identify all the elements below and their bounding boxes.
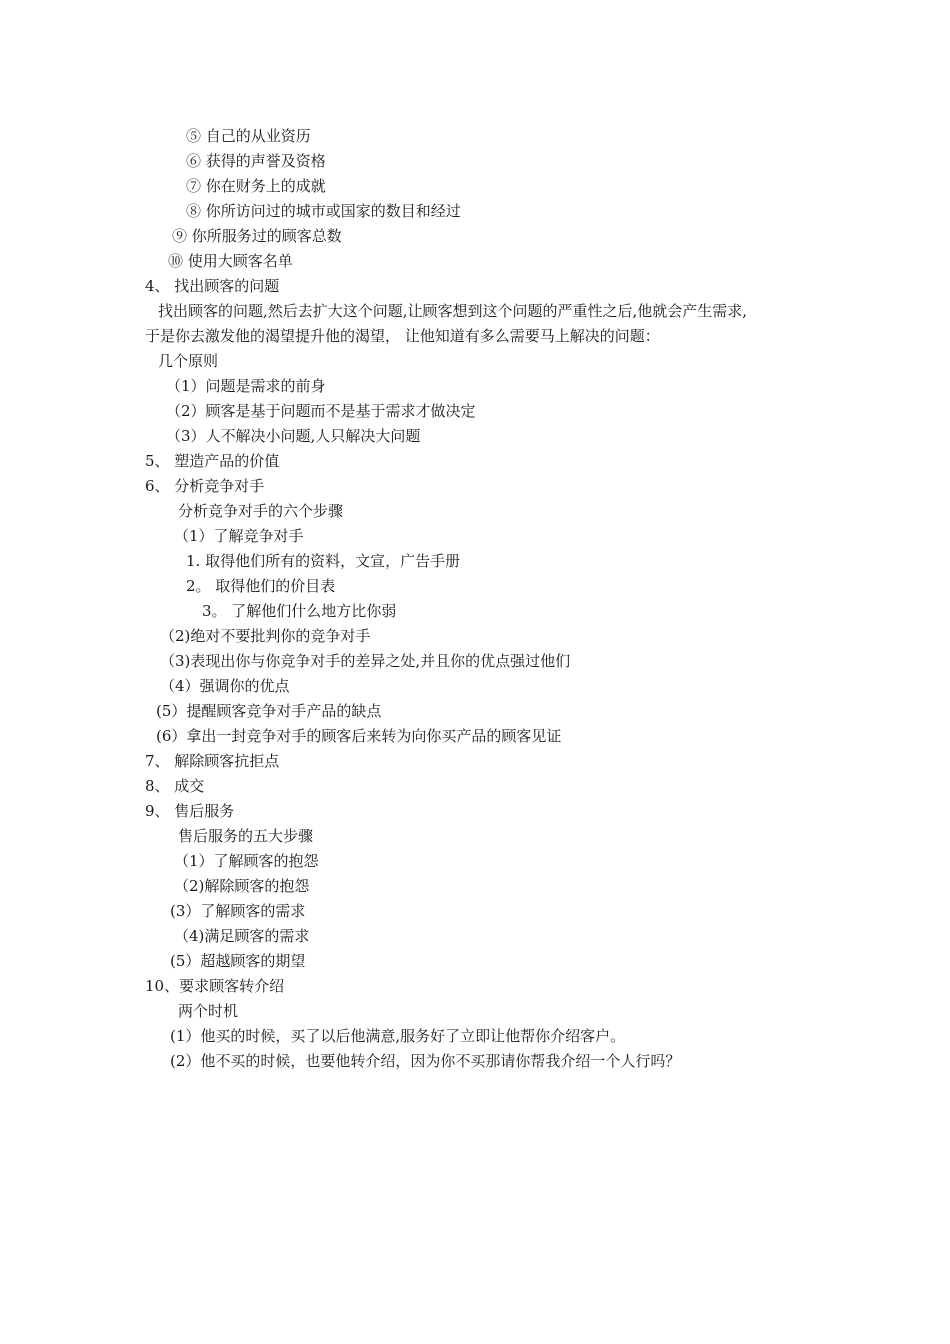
section-heading: 6、 分析竞争对手 (145, 477, 265, 495)
text-line: ⑦ 你在财务上的成就 (186, 177, 326, 195)
list-item: (5）提醒顾客竞争对手产品的缺点 (156, 702, 382, 720)
list-item: （2)绝对不要批判你的竞争对手 (160, 627, 371, 645)
list-item: (6）拿出一封竞争对手的顾客后来转为向你买产品的顾客见证 (156, 727, 562, 745)
list-item: （2）顾客是基于问题而不是基于需求才做决定 (166, 402, 476, 420)
text-line: ⑨ 你所服务过的顾客总数 (172, 227, 342, 245)
text-line: 两个时机 (178, 1002, 239, 1020)
list-item: （3）人不解决小问题,人只解决大问题 (166, 427, 421, 445)
paragraph-line: 于是你去激发他的渴望提升他的渴望， 让他知道有多么需要马上解决的问题： (145, 327, 660, 345)
list-item: 3。 了解他们什么地方比你弱 (202, 602, 397, 620)
section-heading: 7、 解除顾客抗拒点 (145, 752, 280, 770)
list-item: (1）他买的时候，买了以后他满意,服务好了立即让他帮你介绍客户。 (170, 1027, 626, 1045)
list-item: 1. 取得他们所有的资料，文宣，广告手册 (186, 552, 461, 570)
list-item: (3）了解顾客的需求 (170, 902, 306, 920)
list-item: （4）强调你的优点 (160, 677, 290, 695)
section-heading: 8、 成交 (145, 777, 205, 795)
section-heading: 5、 塑造产品的价值 (145, 452, 280, 470)
text-line: 几个原则 (158, 352, 219, 370)
list-item: （2)解除顾客的抱怨 (174, 877, 310, 895)
text-line: ⑤ 自己的从业资历 (186, 127, 311, 145)
section-heading: 9、 售后服务 (145, 802, 235, 820)
list-item: 2。 取得他们的价目表 (186, 577, 336, 595)
paragraph-line: 找出顾客的问题,然后去扩大这个问题,让顾客想到这个问题的严重性之后,他就会产生需求, (158, 302, 748, 320)
text-line: ⑩ 使用大顾客名单 (168, 252, 293, 270)
text-line: ⑥ 获得的声誉及资格 (186, 152, 326, 170)
list-item: （3)表现出你与你竞争对手的差异之处,并且你的优点强过他们 (160, 652, 571, 670)
list-item: (2）他不买的时候，也要他转介绍，因为你不买那请你帮我介绍一个人行吗？ (170, 1052, 681, 1070)
list-item: (5）超越顾客的期望 (170, 952, 306, 970)
list-item: （1）问题是需求的前身 (166, 377, 326, 395)
list-item: （4)满足顾客的需求 (174, 927, 310, 945)
text-line: 分析竞争对手的六个步骤 (178, 502, 344, 520)
list-item: （1）了解顾客的抱怨 (174, 852, 319, 870)
section-heading: 10、要求顾客转介绍 (145, 977, 285, 995)
text-line: ⑧ 你所访问过的城市或国家的数目和经过 (186, 202, 461, 220)
list-item: （1）了解竞争对手 (174, 527, 304, 545)
text-line: 售后服务的五大步骤 (178, 827, 314, 845)
section-heading: 4、 找出顾客的问题 (145, 277, 280, 295)
